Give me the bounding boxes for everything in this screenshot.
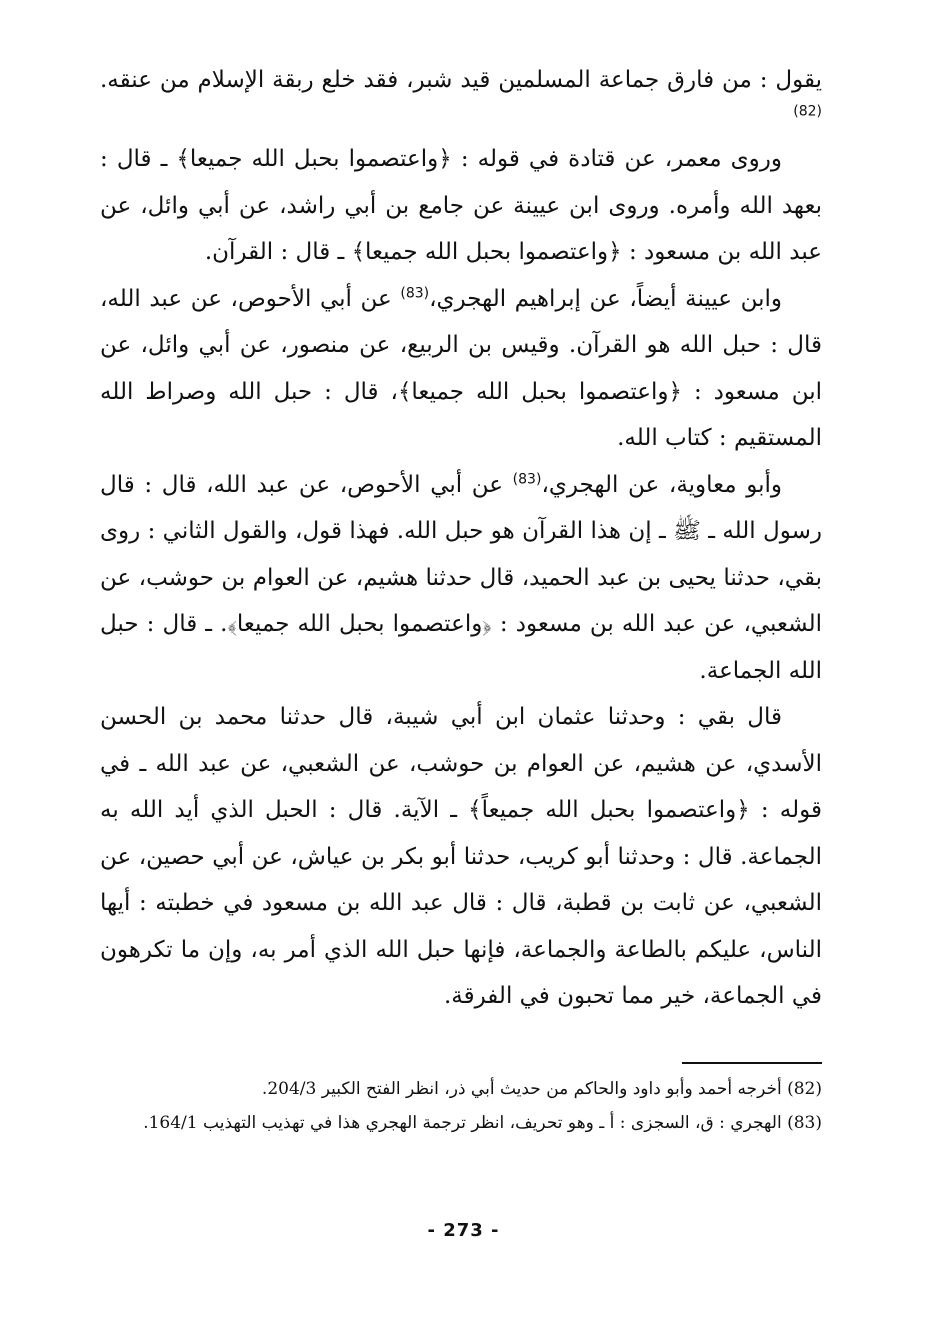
page-number: - 273 - (427, 1220, 500, 1241)
footnote-ref-83-second: (83) (512, 470, 542, 487)
paragraph-4-text-before: وأبو معاوية، عن الهجري، (541, 471, 783, 498)
paragraph-3-text-before: وابن عيينة أيضاً، عن إبراهيم الهجري، (429, 285, 783, 312)
paragraph-5-text: قال بقي : وحدثنا عثمان ابن أبي شيبة، قال حدثنا محمد بن الحسن الأسدي، عن هشيم، عن العوام بن حوشب، عن الشعبي، عن عبد الله ـ في قوله : ﴿واعتصموا بحبل الله جميعاً﴾ ـ الآية. قال : الحبل الذي أيد الله به الجماعة. قال : وحدثنا أبو كريب، حدثنا أبو بكر بن عياش، عن أبي حصين، عن الشعبي، عن ثابت بن قطبة، قال : قال عبد الله بن مسعود في خطبته : أيها الناس، عليكم بالطاعة والجماعة، فإنها حبل الله الذي أمر به، وإن ما تكرهون في الجماعة، خير مما تحبون في الفرقة. (100, 704, 822, 1009)
footnote-82: (82) أخرجه أحمد وأبو داود والحاكم من حديث أبي ذر، انظر الفتح الكبير 204/3. (261, 1079, 822, 1099)
footnote-83: (83) الهجري : ق، السجزى : أ ـ وهو تحريف، انظر ترجمة الهجري هذا في تهذيب التهذيب 164/1. (143, 1113, 822, 1133)
paragraph-3-text-after: عن أبي الأحوص، عن عبد الله، قال : حبل الله هو القرآن. وقيس بن الربيع، عن منصور، عن أبي وائل، عن ابن مسعود : ﴿واعتصموا بحبل الله جميعا﴾، قال : حبل الله وصراط الله المستقيم : كتاب الله. (100, 285, 822, 451)
paragraph-5 (100, 694, 822, 1020)
footnotes (100, 1062, 822, 1140)
paragraph-1-text: يقول : من فارق جماعة المسلمين قيد شبر، فقد خلع ربقة الإسلام من عنقه. (100, 67, 822, 93)
paragraph-1 (100, 62, 822, 136)
footnote-ref-82: (82) (793, 103, 822, 120)
paragraph-2-text: وروى معمر، عن قتادة في قوله : ﴿واعتصموا بحبل الله جميعا﴾ ـ قال : بعهد الله وأمره. وروى ابن عيينة عن جامع بن أبي راشد، عن أبي وائل، عن عبد الله بن مسعود : ﴿واعتصموا بحبل الله جميعا﴾ ـ قال : القرآن. (100, 146, 822, 265)
paragraph-3 (100, 276, 822, 462)
paragraph-2 (100, 136, 822, 276)
footnote-divider (682, 1062, 822, 1064)
paragraph-4 (100, 462, 822, 695)
footnote-ref-83: (83) (400, 284, 430, 301)
paragraph-4-text-after: عن أبي الأحوص، عن عبد الله، قال : قال رسول الله ـ ﷺ ـ إن هذا القرآن هو حبل الله. فهذا قول، والقول الثاني : روى بقي، حدثنا يحيى بن عبد الحميد، قال حدثنا هشيم، عن العوام بن حوشب، عن الشعبي، عن عبد الله بن مسعود : ﴿واعتصموا بحبل الله جميعا﴾. ـ قال : حبل الله الجماعة. (100, 471, 822, 684)
